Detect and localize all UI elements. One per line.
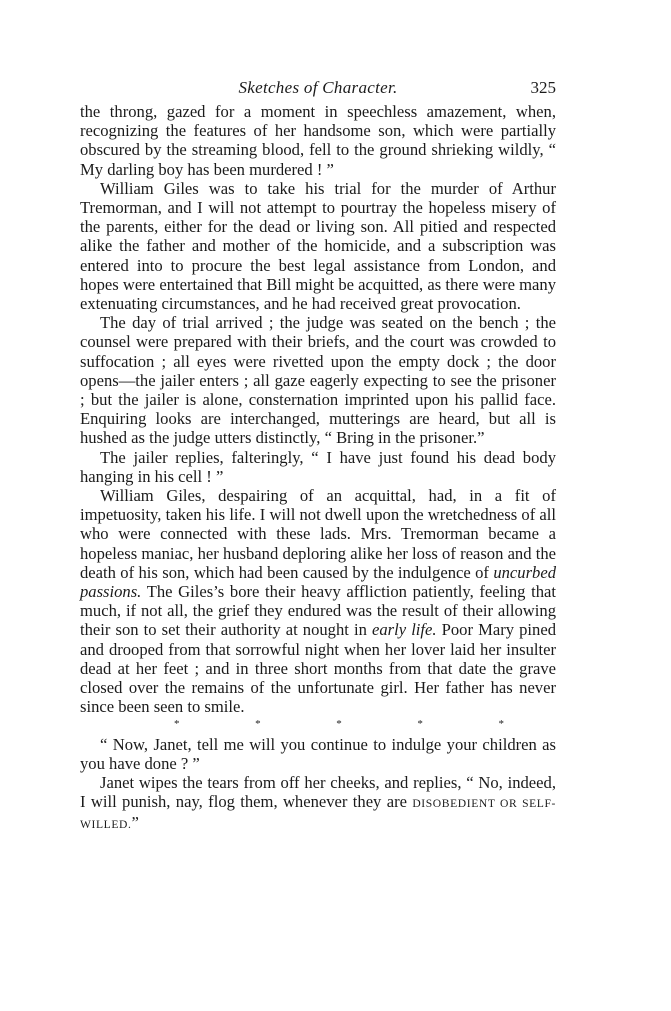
page-number: 325 [530, 78, 556, 97]
paragraph-6: “ Now, Janet, tell me will you continue to indulge your children as you have done ? ” [80, 734, 556, 773]
section-break [80, 717, 556, 731]
paragraph-5-text-c: Poor Mary pined and drooped from that sorrowful night when her lover laid her insulter dead at her feet ; and in three short months from that date the grave closed over the remains of the unfortunate girl. Her father has never since been seen to smile. [80, 620, 557, 717]
paragraph-2: William Giles was to take his trial for the murder of Arthur Tremorman, and I will not attempt to pourtray the hopeless misery of the parents, either for the dead or living son. All pitied and respected alike the father and mother of the homicide, and a subscription was entered into to procure the best legal assistance from London, and hopes were entertained that Bill might be acquitted, as there were many extenuating circumstances, and he had received great provocation. [80, 178, 556, 314]
italic-phrase-uncurbed-passions: uncurbed passions. [80, 562, 556, 602]
paragraph-5-text-a: William Giles, despairing of an acquittal, had, in a fit of impetuosity, taken his life. I will not dwell upon the wretchedness of all who were connected with these lads. Mrs. Tremorman became a hopeless maniac, her husband deploring alike her loss of reason and the death of his son, which had been caused by the indulgence of [80, 486, 556, 582]
paragraph-1: the throng, gazed for a moment in speechless amazement, when, recognizing the features of her handsome son, which were partially obscured by the streaming blood, fell to the ground shrieking wildly, “ My darling boy has been murdered ! ” [80, 102, 556, 179]
book-page [80, 72, 556, 835]
italic-phrase-early-life: early life. [372, 620, 437, 640]
section-break-star: * [255, 717, 261, 730]
paragraph-4: The jailer replies, falteringly, “ I have just found his dead body hanging in his cell ! ” [80, 447, 556, 486]
running-title: Sketches of Character. [238, 78, 398, 97]
paragraph-7-text-a: Janet wipes the tears from off her cheeks, and replies, “ No, indeed, I will punish, nay, flog them, whenever they are [80, 772, 556, 812]
page-header [80, 72, 556, 102]
paragraph-7-text-b: ” [131, 813, 139, 833]
body-text [80, 102, 556, 835]
paragraph-5-text-b: The Giles’s bore their heavy affliction patiently, feeling that much, if not all, the grief they endured was the result of their allowing their son to set their authority at nought in [80, 582, 556, 640]
section-break-star: * [336, 717, 342, 730]
section-break-star: * [174, 717, 180, 730]
small-caps-phrase: DISOBEDIENT OR SELF-WILLED. [80, 797, 556, 832]
paragraph-5 [80, 486, 556, 716]
paragraph-7 [80, 773, 556, 835]
section-break-star: * [417, 717, 423, 730]
section-break-star: * [498, 717, 504, 730]
paragraph-3: The day of trial arrived ; the judge was seated on the bench ; the counsel were prepared with their briefs, and the court was crowded to suffocation ; all eyes were rivetted upon the empty dock ; the door opens—the jailer enters ; all gaze eagerly expecting to see the prisoner ; but the jailer is alone, consternation imprinted upon his pallid face. Enquiring looks are interchanged, mutterings are heard, but all is hushed as the judge utters distinctly, “ Bring in the prisoner.” [80, 313, 556, 448]
